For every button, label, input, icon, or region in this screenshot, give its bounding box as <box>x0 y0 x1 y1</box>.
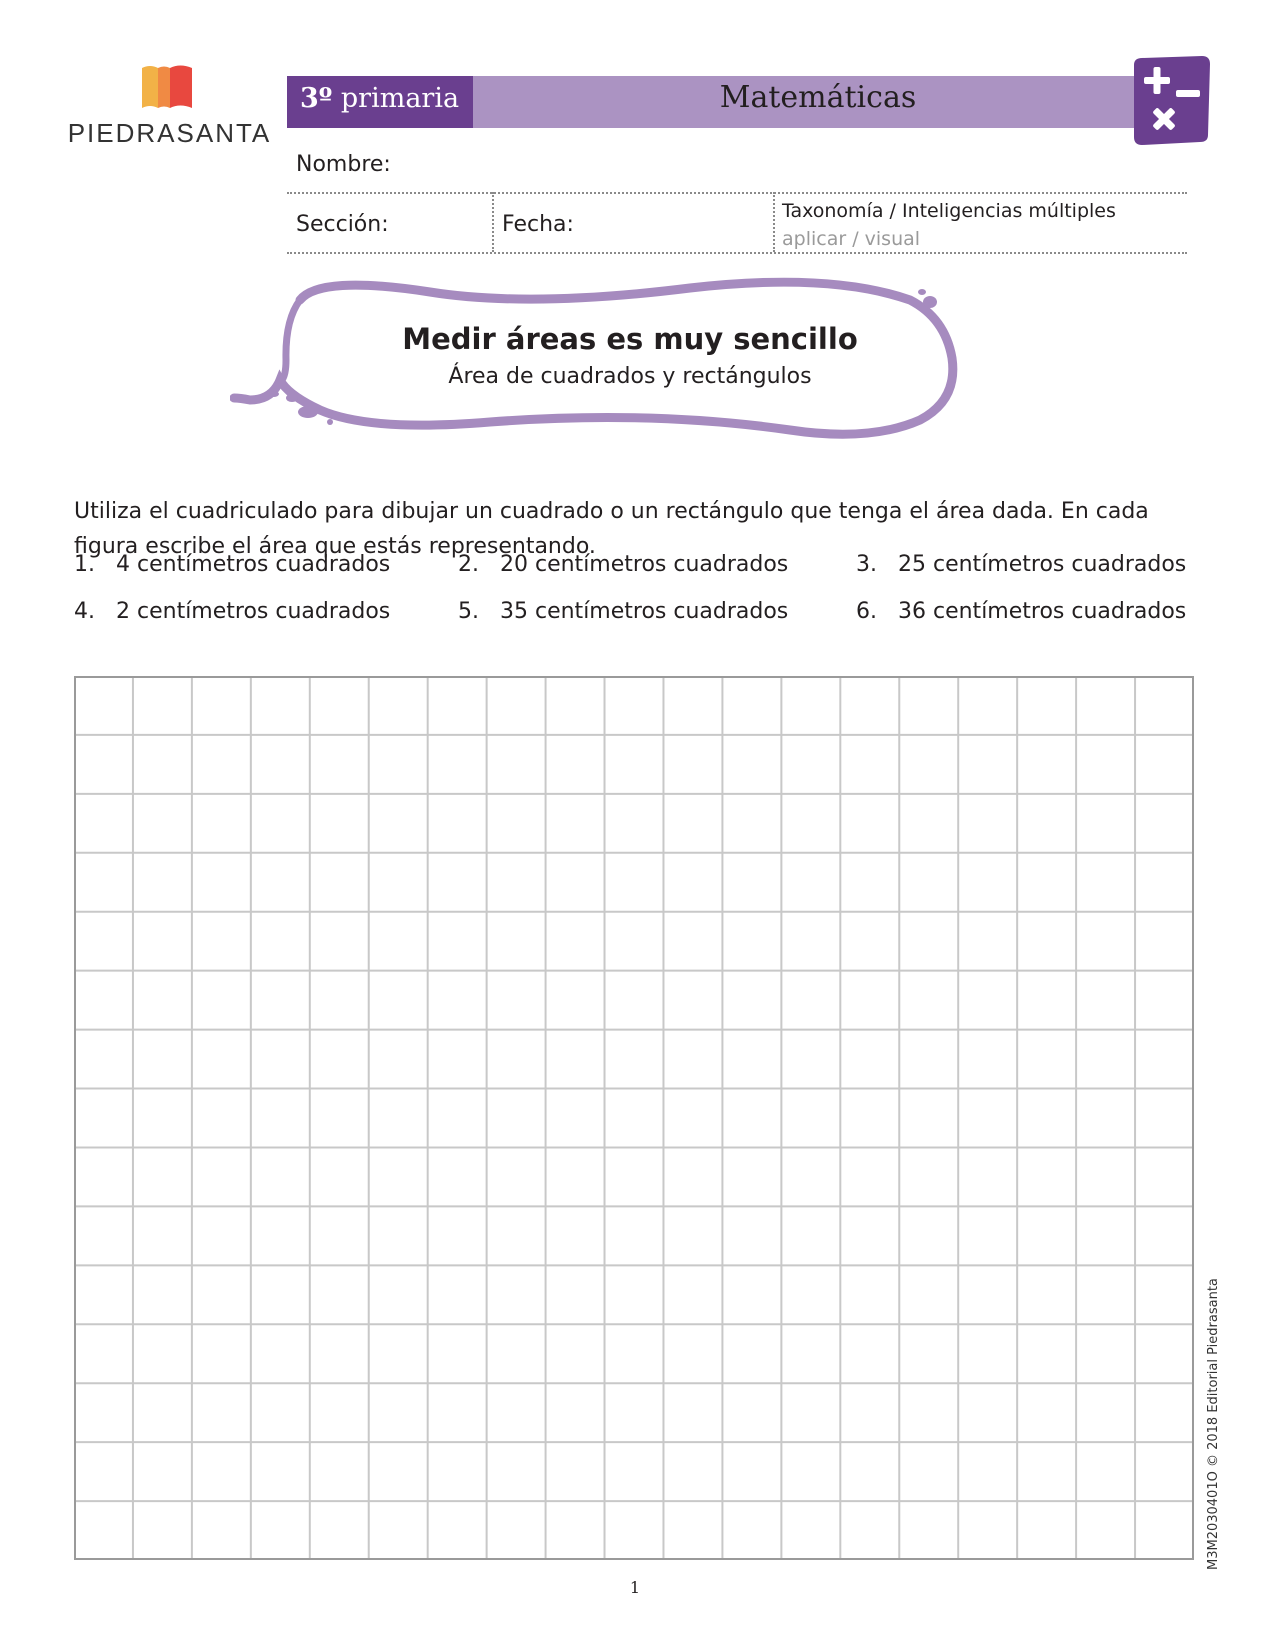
math-operators-icon <box>1128 55 1213 147</box>
item-text: 25 centímetros cuadrados <box>898 552 1187 577</box>
drawing-grid[interactable] <box>74 676 1194 1560</box>
item-number: 1. <box>74 552 95 577</box>
item-text: 20 centímetros cuadrados <box>500 552 789 577</box>
item-number: 6. <box>856 599 877 624</box>
item-text: 36 centímetros cuadrados <box>898 599 1187 624</box>
name-field-label: Nombre: <box>296 152 391 177</box>
section-field-label: Sección: <box>296 212 389 237</box>
list-item <box>458 599 788 624</box>
list-item <box>856 552 1186 577</box>
item-text: 2 centímetros cuadrados <box>116 599 391 624</box>
item-number: 3. <box>856 552 877 577</box>
copyright-code: M3M2030401O © 2018 Editorial Piedrasanta <box>1206 1278 1221 1570</box>
page-number: 1 <box>629 1578 641 1597</box>
taxonomy-label: Taxonomía / Inteligencias múltiples <box>782 200 1116 222</box>
taxonomy-value: aplicar / visual <box>782 228 921 250</box>
form-divider <box>287 252 1187 254</box>
form-column-divider <box>492 192 494 252</box>
list-item <box>74 599 390 624</box>
title-cloud-frame <box>230 270 990 455</box>
item-text: 4 centímetros cuadrados <box>116 552 391 577</box>
grade-label <box>300 83 459 114</box>
list-item <box>856 599 1186 624</box>
list-item <box>458 552 788 577</box>
instructions-text: Utiliza el cuadriculado para dibujar un cuadrado o un rectángulo que tenga el área dada. En cada figura escribe el área que estás representando. <box>74 499 1149 559</box>
item-number: 4. <box>74 599 95 624</box>
form-column-divider <box>773 192 775 252</box>
subject-title: Matemáticas <box>719 80 917 115</box>
worksheet-title: Medir áreas es muy sencillo <box>402 322 858 356</box>
grade-number: 3º <box>300 83 333 114</box>
piedrasanta-logo-icon <box>140 62 194 112</box>
grade-level: primaria <box>340 83 460 114</box>
item-text: 35 centímetros cuadrados <box>500 599 789 624</box>
item-number: 5. <box>458 599 479 624</box>
list-item <box>74 552 390 577</box>
date-field-label: Fecha: <box>502 212 574 237</box>
worksheet-subtitle: Área de cuadrados y rectángulos <box>448 364 812 389</box>
form-divider <box>287 192 1187 194</box>
brand-name: PIEDRASANTA <box>67 118 272 148</box>
grid-border <box>75 677 1193 1559</box>
item-number: 2. <box>458 552 479 577</box>
